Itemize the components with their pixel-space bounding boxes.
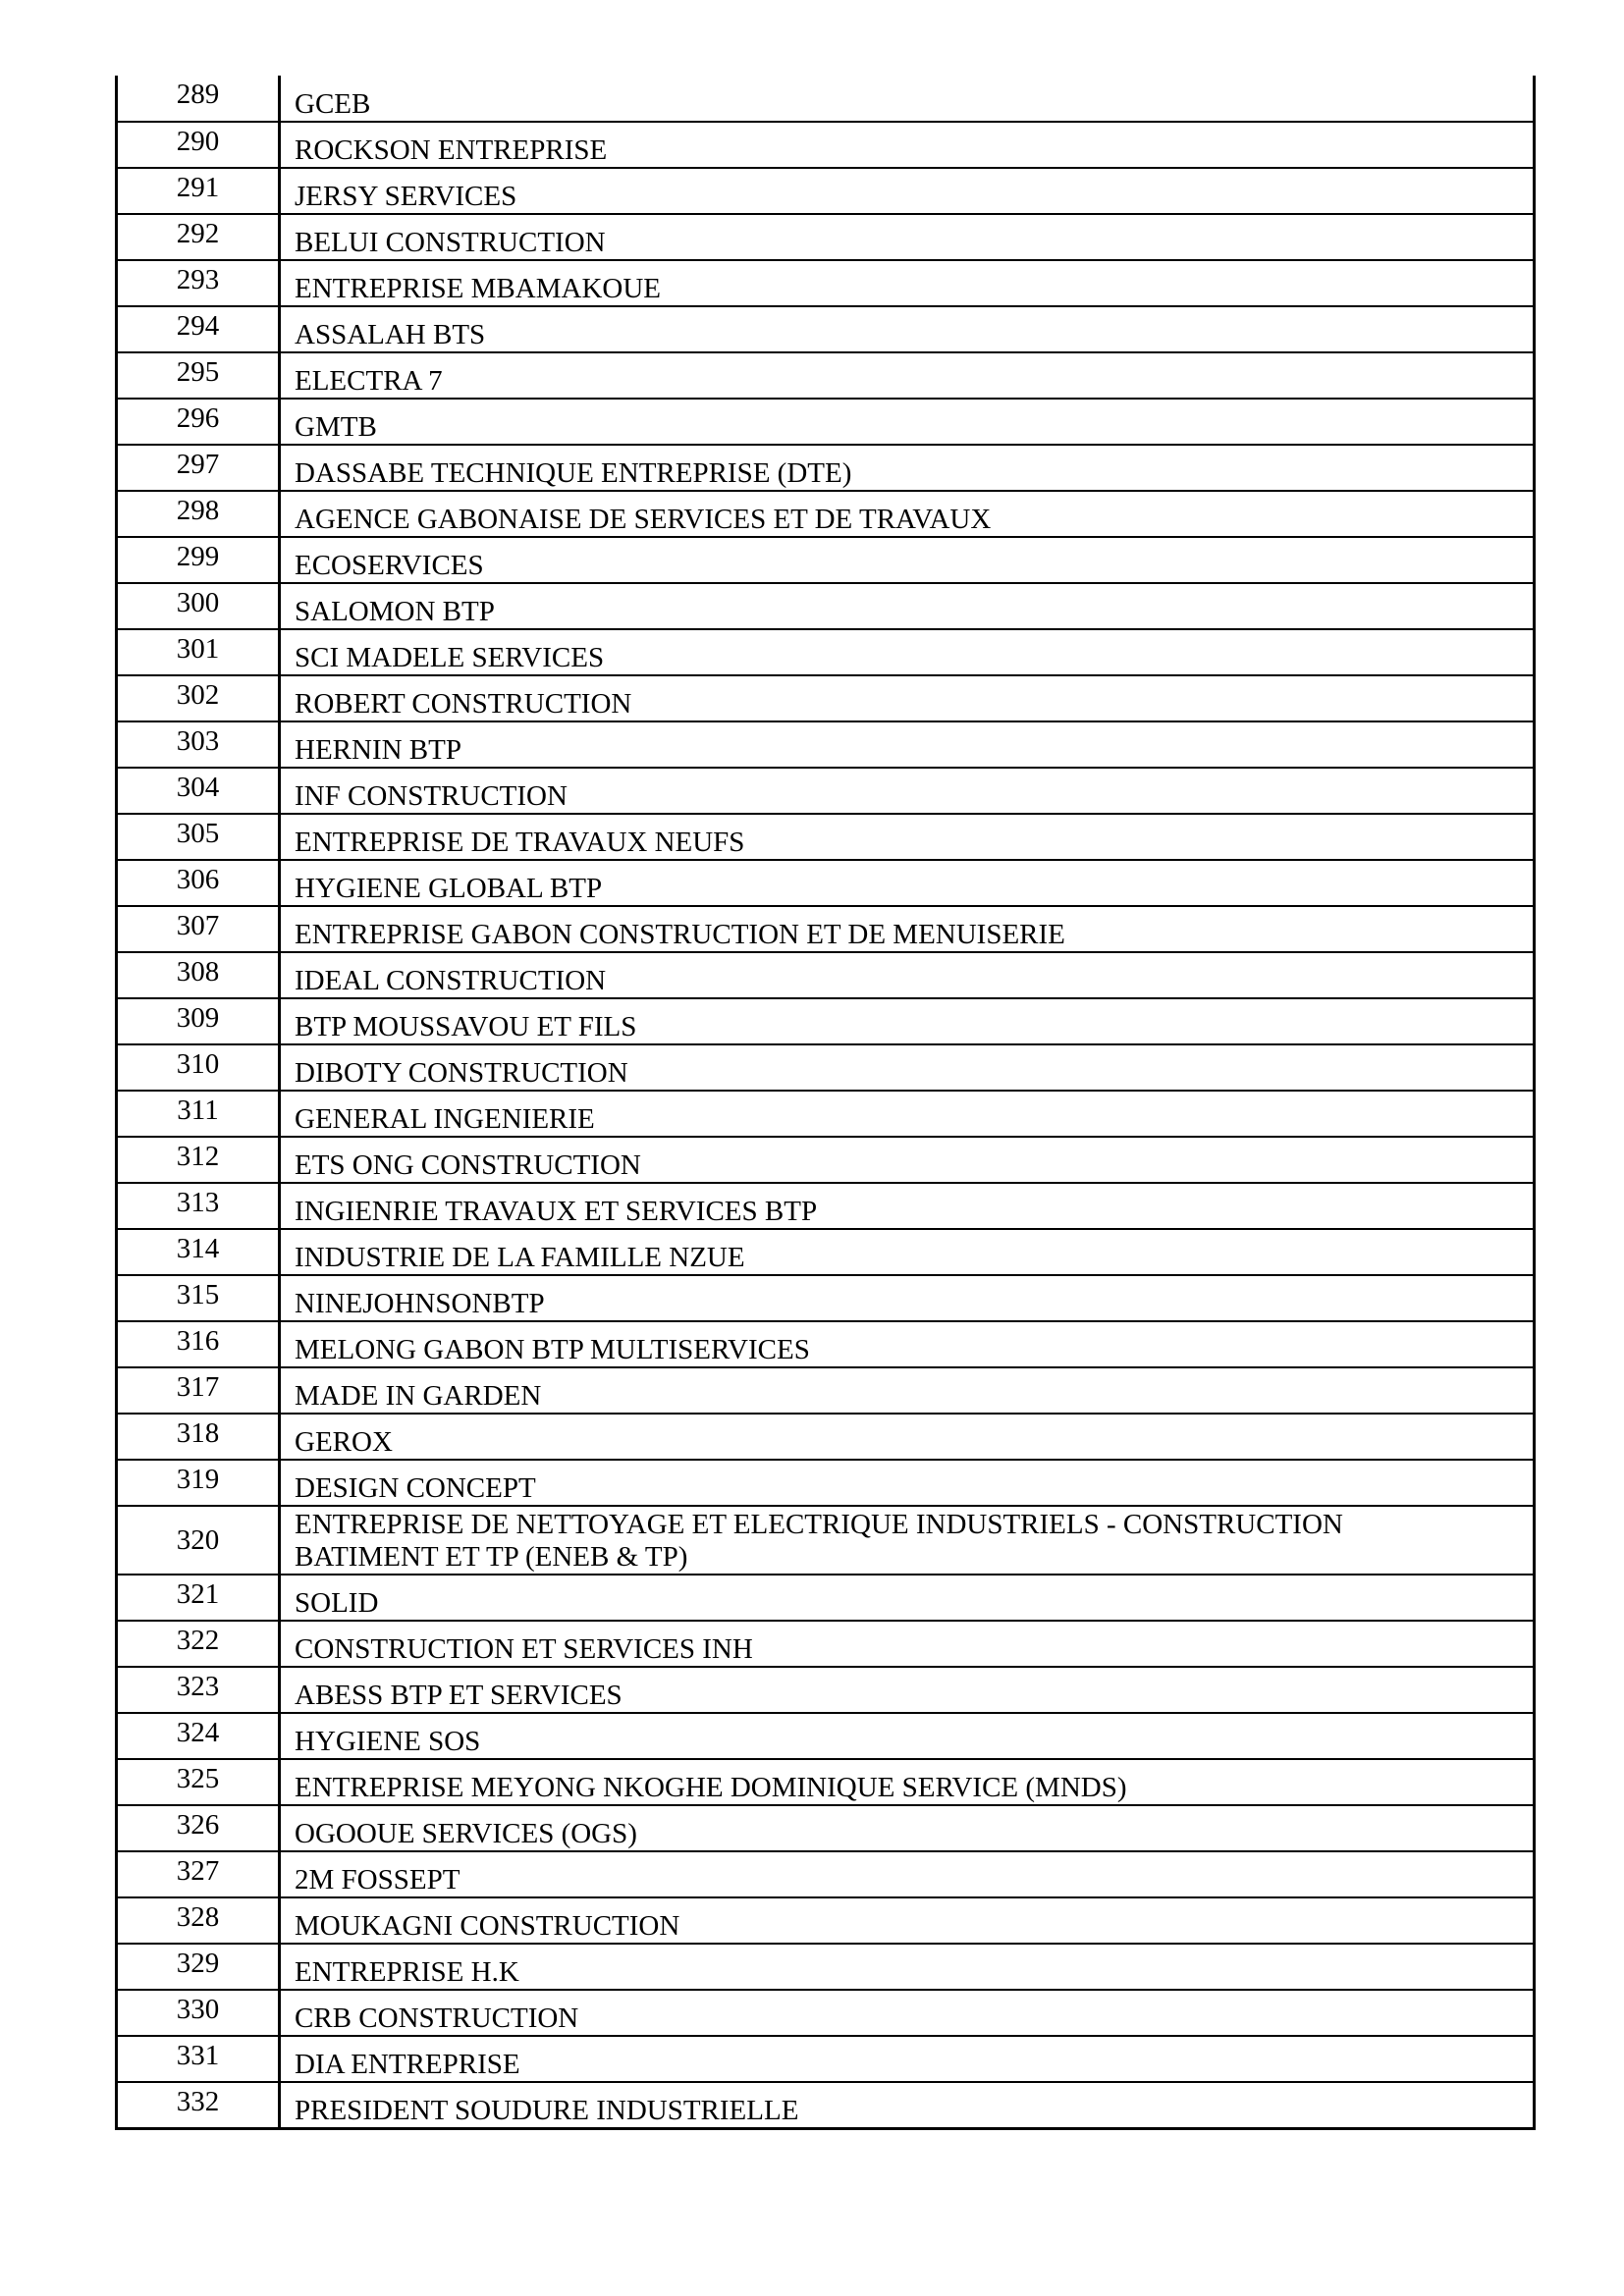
company-name-cell: DIA ENTREPRISE bbox=[280, 2036, 1535, 2082]
company-name-cell: AGENCE GABONAISE DE SERVICES ET DE TRAVAUX bbox=[280, 491, 1535, 537]
row-number-cell: 323 bbox=[117, 1667, 280, 1713]
row-number-cell: 293 bbox=[117, 260, 280, 306]
row-number-cell: 310 bbox=[117, 1044, 280, 1091]
table-row bbox=[117, 1091, 1535, 1137]
company-name-cell: 2M FOSSEPT bbox=[280, 1851, 1535, 1897]
company-name-cell: INDUSTRIE DE LA FAMILLE NZUE bbox=[280, 1229, 1535, 1275]
company-name-cell: GMTB bbox=[280, 399, 1535, 445]
company-name-cell: BTP MOUSSAVOU ET FILS bbox=[280, 998, 1535, 1044]
table-row bbox=[117, 537, 1535, 583]
company-name-cell: ETS ONG CONSTRUCTION bbox=[280, 1137, 1535, 1183]
company-name-cell: SOLID bbox=[280, 1575, 1535, 1621]
table-row bbox=[117, 768, 1535, 814]
company-name-cell: MADE IN GARDEN bbox=[280, 1367, 1535, 1414]
company-name-cell: ASSALAH BTS bbox=[280, 306, 1535, 352]
row-number-cell: 296 bbox=[117, 399, 280, 445]
row-number-cell: 294 bbox=[117, 306, 280, 352]
table-row bbox=[117, 1897, 1535, 1944]
table-row bbox=[117, 1621, 1535, 1667]
company-name-cell: HYGIENE SOS bbox=[280, 1713, 1535, 1759]
row-number-cell: 324 bbox=[117, 1713, 280, 1759]
row-number-cell: 318 bbox=[117, 1414, 280, 1460]
company-name-cell: MOUKAGNI CONSTRUCTION bbox=[280, 1897, 1535, 1944]
company-name-cell: MELONG GABON BTP MULTISERVICES bbox=[280, 1321, 1535, 1367]
company-name-cell: HERNIN BTP bbox=[280, 721, 1535, 768]
row-number-cell: 311 bbox=[117, 1091, 280, 1137]
row-number-cell: 290 bbox=[117, 122, 280, 168]
company-name-cell: ABESS BTP ET SERVICES bbox=[280, 1667, 1535, 1713]
row-number-cell: 322 bbox=[117, 1621, 280, 1667]
row-number-cell: 330 bbox=[117, 1990, 280, 2036]
company-name-cell: ENTREPRISE DE TRAVAUX NEUFS bbox=[280, 814, 1535, 860]
table-body bbox=[117, 76, 1535, 2128]
table-row bbox=[117, 2036, 1535, 2082]
table-row bbox=[117, 998, 1535, 1044]
table-row bbox=[117, 352, 1535, 399]
table-row bbox=[117, 1667, 1535, 1713]
company-name-line: ENTREPRISE DE NETTOYAGE ET ELECTRIQUE INDUSTRIELS - CONSTRUCTION bbox=[295, 1509, 1343, 1540]
company-name-cell: DESIGN CONCEPT bbox=[280, 1460, 1535, 1506]
row-number-cell: 297 bbox=[117, 445, 280, 491]
table-row bbox=[117, 1575, 1535, 1621]
row-number-cell: 325 bbox=[117, 1759, 280, 1805]
company-name-cell: DIBOTY CONSTRUCTION bbox=[280, 1044, 1535, 1091]
row-number-cell: 302 bbox=[117, 675, 280, 721]
company-name-cell: ROCKSON ENTREPRISE bbox=[280, 122, 1535, 168]
company-name-cell: PRESIDENT SOUDURE INDUSTRIELLE bbox=[280, 2082, 1535, 2128]
table-row bbox=[117, 1137, 1535, 1183]
company-list-table bbox=[115, 76, 1536, 2130]
row-number-cell: 315 bbox=[117, 1275, 280, 1321]
row-number-cell: 319 bbox=[117, 1460, 280, 1506]
table-row bbox=[117, 721, 1535, 768]
row-number-cell: 295 bbox=[117, 352, 280, 399]
table-row bbox=[117, 1044, 1535, 1091]
row-number-cell: 332 bbox=[117, 2082, 280, 2128]
table-row bbox=[117, 1990, 1535, 2036]
row-number-cell: 289 bbox=[117, 76, 280, 122]
table-row bbox=[117, 1414, 1535, 1460]
row-number-cell: 306 bbox=[117, 860, 280, 906]
company-name-cell: HYGIENE GLOBAL BTP bbox=[280, 860, 1535, 906]
row-number-cell: 298 bbox=[117, 491, 280, 537]
row-number-cell: 317 bbox=[117, 1367, 280, 1414]
row-number-cell: 313 bbox=[117, 1183, 280, 1229]
company-name-cell: INGIENRIE TRAVAUX ET SERVICES BTP bbox=[280, 1183, 1535, 1229]
row-number-cell: 321 bbox=[117, 1575, 280, 1621]
company-name-cell: OGOOUE SERVICES (OGS) bbox=[280, 1805, 1535, 1851]
table-row bbox=[117, 260, 1535, 306]
company-name-cell: ELECTRA 7 bbox=[280, 352, 1535, 399]
row-number-cell: 312 bbox=[117, 1137, 280, 1183]
company-name-cell: JERSY SERVICES bbox=[280, 168, 1535, 214]
table-row bbox=[117, 1944, 1535, 1990]
table-row bbox=[117, 1183, 1535, 1229]
company-name-cell: GENERAL INGENIERIE bbox=[280, 1091, 1535, 1137]
row-number-cell: 308 bbox=[117, 952, 280, 998]
row-number-cell: 309 bbox=[117, 998, 280, 1044]
row-number-cell: 303 bbox=[117, 721, 280, 768]
table-row bbox=[117, 491, 1535, 537]
company-name-cell: SALOMON BTP bbox=[280, 583, 1535, 629]
company-name-cell: ROBERT CONSTRUCTION bbox=[280, 675, 1535, 721]
table-row bbox=[117, 1506, 1535, 1575]
table-row bbox=[117, 1275, 1535, 1321]
company-name-cell: INF CONSTRUCTION bbox=[280, 768, 1535, 814]
company-name-cell: ENTREPRISE MEYONG NKOGHE DOMINIQUE SERVICE (MNDS) bbox=[280, 1759, 1535, 1805]
table-row bbox=[117, 306, 1535, 352]
table-row bbox=[117, 1851, 1535, 1897]
company-name-cell: IDEAL CONSTRUCTION bbox=[280, 952, 1535, 998]
row-number-cell: 314 bbox=[117, 1229, 280, 1275]
table-row bbox=[117, 675, 1535, 721]
table-row bbox=[117, 583, 1535, 629]
row-number-cell: 300 bbox=[117, 583, 280, 629]
table-row bbox=[117, 629, 1535, 675]
table-row bbox=[117, 122, 1535, 168]
table-row bbox=[117, 168, 1535, 214]
table-row bbox=[117, 860, 1535, 906]
company-name-cell: BELUI CONSTRUCTION bbox=[280, 214, 1535, 260]
table-row bbox=[117, 1460, 1535, 1506]
row-number-cell: 316 bbox=[117, 1321, 280, 1367]
table-row bbox=[117, 906, 1535, 952]
company-name-cell: NINEJOHNSONBTP bbox=[280, 1275, 1535, 1321]
row-number-cell: 291 bbox=[117, 168, 280, 214]
row-number-cell: 305 bbox=[117, 814, 280, 860]
company-name-cell: CONSTRUCTION ET SERVICES INH bbox=[280, 1621, 1535, 1667]
row-number-cell: 329 bbox=[117, 1944, 280, 1990]
table-row bbox=[117, 445, 1535, 491]
table-row bbox=[117, 952, 1535, 998]
row-number-cell: 301 bbox=[117, 629, 280, 675]
company-name-cell: ENTREPRISE MBAMAKOUE bbox=[280, 260, 1535, 306]
row-number-cell: 299 bbox=[117, 537, 280, 583]
table-row bbox=[117, 1759, 1535, 1805]
table-row bbox=[117, 214, 1535, 260]
company-name-line: BATIMENT ET TP (ENEB & TP) bbox=[295, 1541, 688, 1573]
table-row bbox=[117, 2082, 1535, 2128]
company-name-cell: SCI MADELE SERVICES bbox=[280, 629, 1535, 675]
row-number-cell: 292 bbox=[117, 214, 280, 260]
row-number-cell: 320 bbox=[117, 1506, 280, 1575]
company-name-cell: DASSABE TECHNIQUE ENTREPRISE (DTE) bbox=[280, 445, 1535, 491]
row-number-cell: 304 bbox=[117, 768, 280, 814]
table-row bbox=[117, 1321, 1535, 1367]
company-name-cell bbox=[280, 1506, 1535, 1575]
table-row bbox=[117, 1805, 1535, 1851]
row-number-cell: 331 bbox=[117, 2036, 280, 2082]
company-name-cell: ENTREPRISE GABON CONSTRUCTION ET DE MENUISERIE bbox=[280, 906, 1535, 952]
table-row bbox=[117, 1367, 1535, 1414]
table-row bbox=[117, 399, 1535, 445]
table-row bbox=[117, 1229, 1535, 1275]
row-number-cell: 326 bbox=[117, 1805, 280, 1851]
row-number-cell: 328 bbox=[117, 1897, 280, 1944]
company-name-cell: ENTREPRISE H.K bbox=[280, 1944, 1535, 1990]
table-row bbox=[117, 814, 1535, 860]
row-number-cell: 307 bbox=[117, 906, 280, 952]
row-number-cell: 327 bbox=[117, 1851, 280, 1897]
company-name-cell: GEROX bbox=[280, 1414, 1535, 1460]
company-name-cell: CRB CONSTRUCTION bbox=[280, 1990, 1535, 2036]
table-row bbox=[117, 76, 1535, 122]
table-row bbox=[117, 1713, 1535, 1759]
company-name-cell: ECOSERVICES bbox=[280, 537, 1535, 583]
company-name-cell: GCEB bbox=[280, 76, 1535, 122]
